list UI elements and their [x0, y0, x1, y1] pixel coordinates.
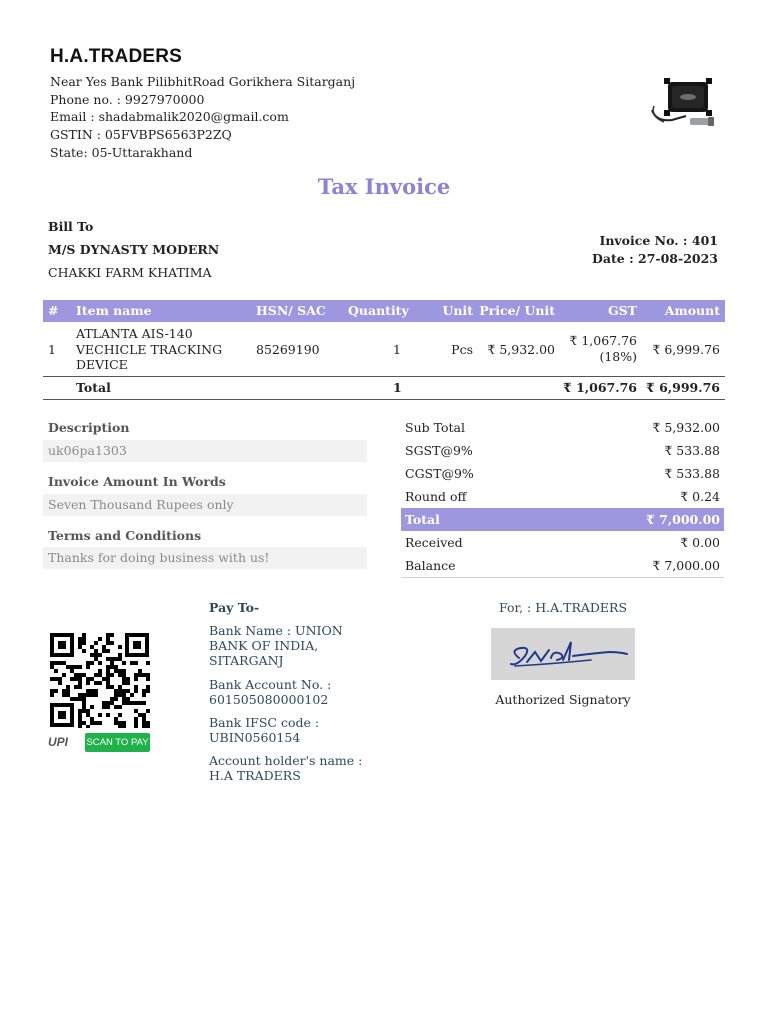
- signature-image: [491, 628, 635, 680]
- col-header-item: Item name: [76, 303, 152, 318]
- account-holder-value: H.A TRADERS: [209, 768, 301, 783]
- bill-to-address: CHAKKI FARM KHATIMA: [48, 265, 212, 280]
- bank-account-value: 601505080000102: [209, 692, 329, 707]
- summary-label: CGST@9%: [405, 466, 474, 481]
- summary-value: ₹ 7,000.00: [646, 512, 720, 527]
- bank-name-line: SITARGANJ: [209, 653, 284, 668]
- col-header-hsn: HSN/ SAC: [256, 303, 326, 318]
- scan-to-pay-badge: SCAN TO PAY: [85, 733, 150, 752]
- table-divider: [43, 376, 725, 377]
- row-item-line: ATLANTA AIS-140: [76, 326, 193, 341]
- summary-row-total: [401, 508, 724, 531]
- bank-ifsc-value: UBIN0560154: [209, 730, 301, 745]
- company-name: H.A.TRADERS: [50, 46, 183, 67]
- row-item-line: VECHICLE TRACKING: [76, 341, 223, 357]
- row-quantity: 1: [393, 342, 401, 357]
- items-table-header: [43, 300, 725, 322]
- bank-name-line: BANK OF INDIA,: [209, 638, 319, 653]
- terms-text: Thanks for doing business with us!: [48, 550, 270, 565]
- row-amount: ₹ 6,999.76: [652, 342, 720, 357]
- table-divider: [43, 399, 725, 400]
- col-header-amount: Amount: [664, 303, 720, 318]
- row-number: 1: [48, 342, 56, 357]
- description-value: [43, 440, 367, 462]
- bank-name: [209, 623, 369, 668]
- row-price: ₹ 5,932.00: [487, 342, 555, 357]
- page-title: Tax Invoice: [317, 174, 451, 199]
- summary-row-balance: [401, 554, 724, 577]
- total-amount: ₹ 6,999.76: [646, 380, 720, 395]
- row-hsn: 85269190: [256, 342, 320, 357]
- summary-value: ₹ 533.88: [664, 443, 720, 458]
- amount-words-label: Invoice Amount In Words: [48, 474, 226, 489]
- terms-label: Terms and Conditions: [48, 528, 202, 543]
- company-state: State: 05-Uttarakhand: [50, 145, 193, 160]
- qr-code-icon: [49, 632, 150, 728]
- summary-value: ₹ 0.00: [680, 535, 720, 550]
- col-header-unit: Unit: [442, 303, 473, 318]
- summary-label: Balance: [405, 558, 456, 573]
- bill-to-label: Bill To: [48, 219, 94, 234]
- invoice-number: Invoice No. : 401: [599, 233, 718, 248]
- summary-label: Received: [405, 535, 463, 550]
- account-holder-label: Account holder's name :: [209, 753, 363, 768]
- amount-words-text: Seven Thousand Rupees only: [48, 497, 234, 512]
- col-header-quantity: Quantity: [348, 303, 409, 318]
- bill-to-name: M/S DYNASTY MODERN: [48, 242, 220, 257]
- description-text: uk06pa1303: [48, 443, 127, 458]
- for-company-label: For, : H.A.TRADERS: [498, 600, 628, 615]
- row-item-line: DEVICE: [76, 357, 128, 372]
- company-gstin: GSTIN : 05FVBPS6563P2ZQ: [50, 127, 232, 142]
- row-gst: [569, 333, 637, 365]
- total-gst: ₹ 1,067.76: [563, 380, 637, 395]
- summary-value: ₹ 533.88: [664, 466, 720, 481]
- summary-label: Total: [405, 512, 440, 527]
- summary-row-received: [401, 531, 724, 554]
- summary-row-cgst: [401, 462, 724, 485]
- total-label: Total: [76, 380, 111, 395]
- company-email: Email : shadabmalik2020@gmail.com: [50, 109, 289, 124]
- col-header-gst: GST: [607, 303, 637, 318]
- summary-label: Sub Total: [405, 420, 465, 435]
- total-quantity: 1: [393, 380, 402, 395]
- account-holder: [209, 753, 369, 783]
- table-total-row: [43, 380, 725, 398]
- col-header-number: #: [48, 303, 59, 318]
- gps-tracker-device-icon: [646, 70, 720, 134]
- upi-logo: UPI: [48, 735, 69, 749]
- pay-to-label: Pay To-: [209, 600, 260, 615]
- row-item-name: [76, 326, 222, 373]
- bank-ifsc-label: Bank IFSC code :: [209, 715, 320, 730]
- summary-row-roundoff: [401, 485, 724, 508]
- summary-label: Round off: [405, 489, 467, 504]
- summary-row-sgst: [401, 439, 724, 462]
- col-header-price: Price/ Unit: [479, 303, 555, 318]
- bank-ifsc: [209, 715, 369, 745]
- terms-value: [43, 547, 367, 569]
- bank-account: [209, 677, 369, 707]
- bank-name-line: Bank Name : UNION: [209, 623, 343, 638]
- summary-value: ₹ 0.24: [680, 489, 720, 504]
- description-label: Description: [48, 420, 130, 435]
- authorized-signatory-label: Authorized Signatory: [495, 692, 631, 707]
- summary-row-subtotal: [401, 416, 724, 439]
- company-address: Near Yes Bank PilibhitRoad Gorikhera Sitarganj: [50, 74, 356, 89]
- table-row: [43, 324, 725, 376]
- summary-value: ₹ 5,932.00: [652, 420, 720, 435]
- row-gst-percent: (18%): [599, 349, 637, 364]
- company-phone: Phone no. : 9927970000: [50, 92, 205, 107]
- row-unit: Pcs: [451, 342, 473, 357]
- summary-label: SGST@9%: [405, 443, 473, 458]
- row-gst-value: ₹ 1,067.76: [569, 333, 637, 348]
- summary-divider: [401, 577, 724, 578]
- invoice-date: Date : 27-08-2023: [592, 251, 718, 266]
- amount-words-value: [43, 494, 367, 516]
- bank-account-label: Bank Account No. :: [209, 677, 332, 692]
- summary-value: ₹ 7,000.00: [652, 558, 720, 573]
